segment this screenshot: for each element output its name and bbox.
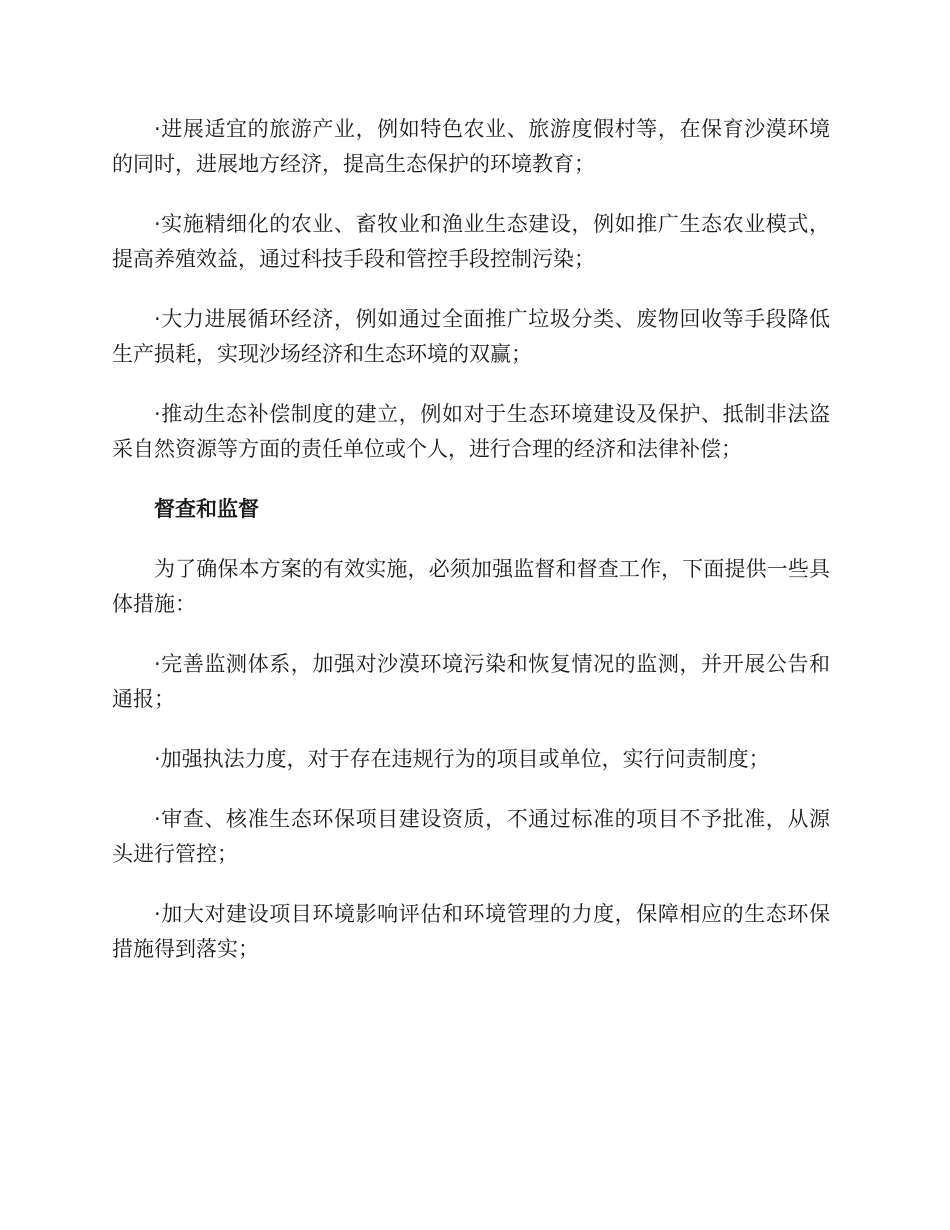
section-heading: 督查和监督 xyxy=(154,497,259,521)
bullet-item-compensation: ·推动生态补偿制度的建立，例如对于生态环境建设及保护、抵制非法盗采自然资源等方面的责任单位或个人，进行合理的经济和法律补偿； xyxy=(112,402,830,461)
document-body xyxy=(112,112,830,992)
bullet-item-monitoring: ·完善监测体系，加强对沙漠环境污染和恢复情况的监测，并开展公告和通报； xyxy=(112,652,830,711)
bullet-item-tourism: ·进展适宜的旅游产业，例如特色农业、旅游度假村等，在保育沙漠环境的同时，进展地方经济，提高生态保护的环境教育； xyxy=(112,117,830,176)
bullet-item-qualification: ·审查、核准生态环保项目建设资质，不通过标准的项目不予批准，从源头进行管控； xyxy=(112,807,830,866)
section-intro: 为了确保本方案的有效实施，必须加强监督和督查工作，下面提供一些具体措施： xyxy=(112,557,830,616)
bullet-item-assessment: ·加大对建设项目环境影响评估和环境管理的力度，保障相应的生态环保措施得到落实； xyxy=(112,902,830,961)
bullet-item-enforcement: ·加强执法力度，对于存在违规行为的项目或单位，实行问责制度； xyxy=(154,747,770,771)
bullet-item-circular-economy: ·大力进展循环经济，例如通过全面推广垃圾分类、废物回收等手段降低生产损耗，实现沙场经济和生态环境的双赢； xyxy=(112,307,830,366)
bullet-item-agriculture: ·实施精细化的农业、畜牧业和渔业生态建设，例如推广生态农业模式，提高养殖效益，通过科技手段和管控手段控制污染； xyxy=(112,212,830,271)
